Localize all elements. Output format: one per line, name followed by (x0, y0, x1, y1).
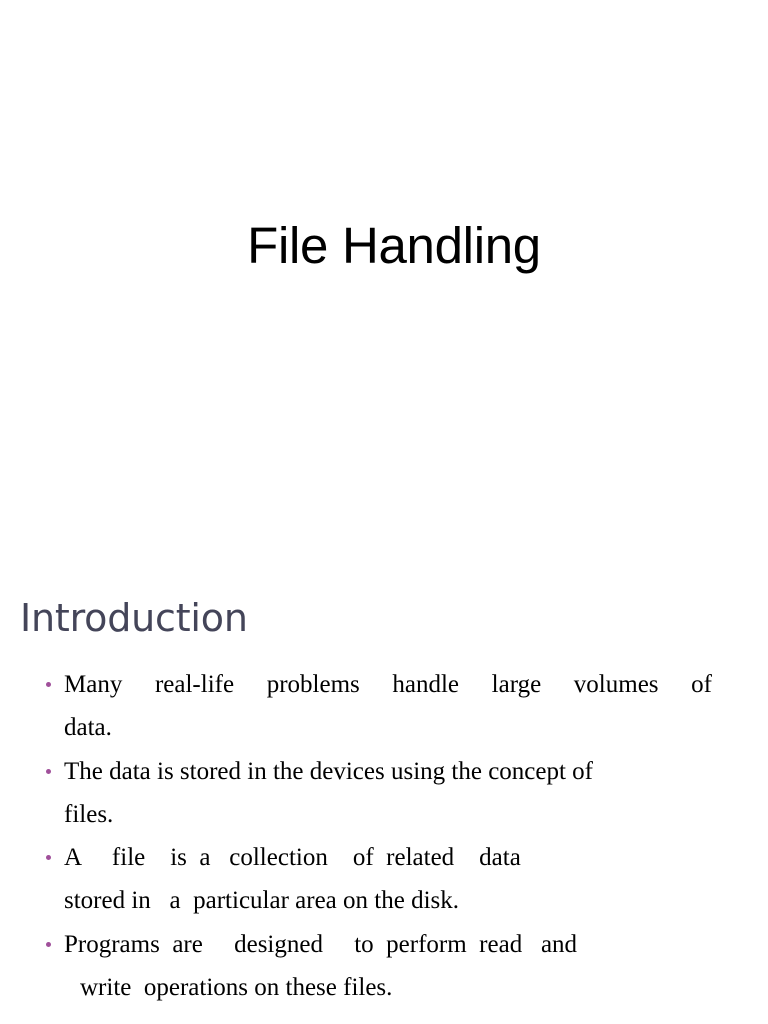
bullet-line: files. (64, 801, 114, 828)
bullet-line: write operations on these files. (80, 974, 393, 1001)
bullet-line: A file is a collection of related data (64, 844, 521, 871)
slide-title-text: File Handling (247, 217, 541, 274)
bullet-item (46, 923, 578, 1009)
bullet-line: The data is stored in the devices using the concept of (64, 758, 594, 785)
slide-heading: Introduction (20, 596, 248, 640)
bullet-item (46, 750, 594, 836)
bullet-line: Many real-life problems handle large volumes of (64, 671, 712, 698)
bullet-dot-icon (46, 769, 51, 774)
bullet-dot-icon (46, 855, 51, 860)
bullet-line: data. (64, 714, 112, 741)
bullet-item (46, 663, 712, 749)
slide-introduction (0, 560, 768, 1024)
bullet-dot-icon (46, 942, 51, 947)
bullet-line: stored in a particular area on the disk. (64, 887, 459, 914)
bullet-line: Programs are designed to perform read and (64, 931, 578, 958)
bullet-item (46, 836, 521, 922)
bullet-dot-icon (46, 682, 51, 687)
